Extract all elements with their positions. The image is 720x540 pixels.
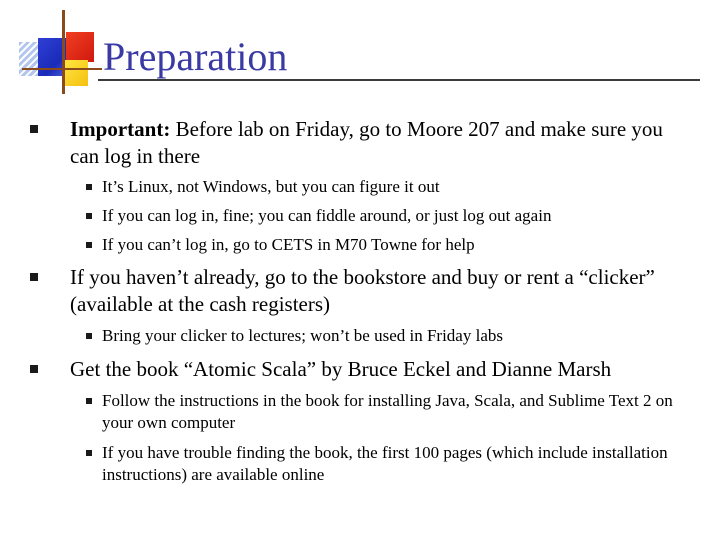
bullet-text: Get the book “Atomic Scala” by Bruce Eckel and Dianne Marsh: [70, 357, 612, 381]
square-bullet-icon: [86, 398, 92, 404]
sub-bullet-text: Bring your clicker to lectures; won’t be used in Friday labs: [102, 326, 503, 345]
bullet-text: [70, 116, 690, 170]
square-bullet-icon: [86, 450, 92, 456]
square-bullet-icon: [86, 184, 92, 190]
sub-bullet-text: Follow the instructions in the book for installing Java, Scala, and Sublime Text 2 on your own computer: [102, 391, 673, 432]
bullet-body: Before lab on Friday, go to Moore 207 and make sure you can log in there: [70, 117, 663, 168]
sub-bullet-text: If you have trouble finding the book, the first 100 pages (which include installation instructions) are available online: [102, 443, 668, 484]
square-bullet-icon: [86, 242, 92, 248]
bullet-text: If you haven’t already, go to the bookstore and buy or rent a “clicker” (available at the cash registers): [70, 265, 655, 316]
square-bullet-icon: [30, 125, 38, 133]
square-bullet-icon: [30, 365, 38, 373]
square-bullet-icon: [86, 213, 92, 219]
slide-title: Preparation: [103, 34, 288, 79]
sub-bullet-text: If you can’t log in, go to CETS in M70 Towne for help: [102, 235, 475, 254]
sub-bullet-text: If you can log in, fine; you can fiddle around, or just log out again: [102, 206, 552, 225]
square-bullet-icon: [86, 333, 92, 339]
bullet-bold-prefix: Important:: [70, 117, 171, 141]
square-bullet-icon: [30, 273, 38, 281]
sub-bullet-text: It’s Linux, not Windows, but you can figure it out: [102, 177, 440, 196]
